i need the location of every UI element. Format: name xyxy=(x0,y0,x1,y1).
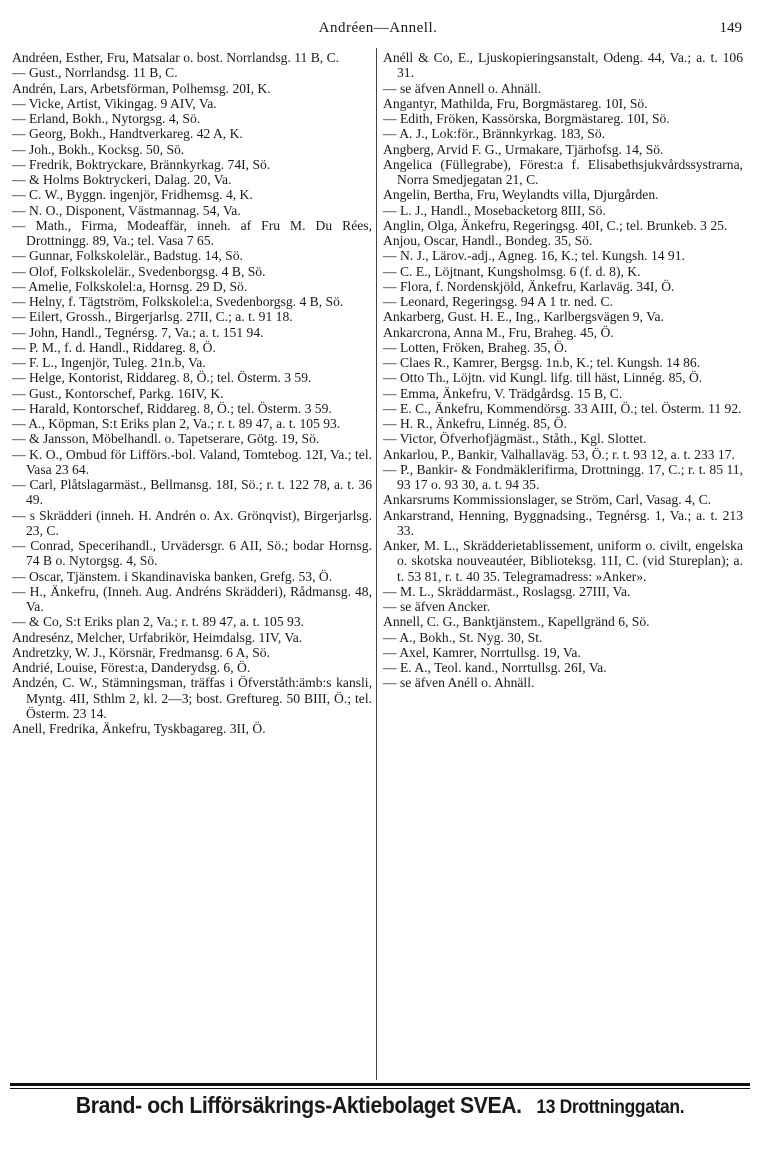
directory-entry: — E. A., Teol. kand., Norrtullsg. 26I, Va. xyxy=(383,660,607,675)
directory-entry: — Gust., Kontorschef, Parkg. 16IV, K. xyxy=(12,385,224,401)
directory-entry: — N. O., Disponent, Västmannag. 54, Va. xyxy=(12,202,241,218)
directory-entry: — M. L., Skräddarmäst., Roslagsg. 27III, Va. xyxy=(383,583,631,599)
directory-entry: Andretzky, W. J., Körsnär, Fredmansg. 6 A, Sö. xyxy=(12,644,270,660)
directory-entry: — L. J., Handl., Mosebacketorg 8III, Sö. xyxy=(383,202,606,218)
directory-entry: Andréen, Esther, Fru, Matsalar o. bost. Norrlandsg. 11 B, C. xyxy=(12,50,340,65)
directory-entry: — A., Bokh., St. Nyg. 30, St. xyxy=(383,629,543,645)
directory-entry: — Olof, Folkskolelär., Svedenborgsg. 4 B, Sö. xyxy=(12,263,266,279)
page-number: 149 xyxy=(719,20,742,36)
directory-entry: — Fredrik, Boktryckare, Brännkyrkag. 74I, Sö. xyxy=(12,156,271,172)
directory-entry: — Vicke, Artist, Vikingag. 9 AIV, Va. xyxy=(12,95,217,111)
directory-entry: Angberg, Arvid F. G., Urmakare, Tjärhofsg. 14, Sö. xyxy=(383,141,664,157)
footer-address: 13 Drottninggatan. xyxy=(536,1097,685,1118)
directory-entry: — Math., Firma, Modeaffär, inneh. af Fru M. Du Rées, Drottningg. 89, Va.; tel. Vasa 7 65. xyxy=(12,217,372,248)
directory-entry: Ankarberg, Gust. H. E., Ing., Karlbergsvägen 9, Va. xyxy=(383,309,664,325)
directory-entry: — Otto Th., Löjtn. vid Kungl. lifg. till häst, Linnég. 85, Ö. xyxy=(383,370,703,386)
directory-entry: — P., Bankir- & Fondmäklerifirma, Drottningg. 17, C.; r. t. 85 11, 93 17 o. 93 30, a. t. 94 35. xyxy=(383,461,743,492)
footer-rule-thin xyxy=(10,1088,750,1089)
directory-entry: Andrié, Louise, Förest:a, Danderydsg. 6, Ö. xyxy=(12,660,251,675)
left-column xyxy=(12,50,372,736)
directory-entry: — H., Änkefru, (Inneh. Aug. Andréns Skrädderi), Rådmansg. 48, Va. xyxy=(12,583,372,614)
directory-entry: — Gunnar, Folkskolelär., Badstug. 14, Sö. xyxy=(12,248,243,264)
directory-entry: — Joh., Bokh., Kocksg. 50, Sö. xyxy=(12,141,185,157)
directory-entry: — Georg, Bokh., Handtverkareg. 42 A, K. xyxy=(12,126,243,142)
directory-entry: — Gust., Norrlandsg. 11 B, C. xyxy=(12,65,178,81)
directory-entry: — H. R., Änkefru, Linnég. 85, Ö. xyxy=(383,416,567,431)
directory-entry: Anell, Fredrika, Änkefru, Tyskbagareg. 3II, Ö. xyxy=(12,721,266,736)
directory-entry: Annell, C. G., Banktjänstem., Kapellgränd 6, Sö. xyxy=(383,614,650,630)
directory-entry: — Leonard, Regeringsg. 94 A 1 tr. ned. C. xyxy=(383,294,613,309)
directory-entry: Angelin, Bertha, Fru, Weylandts villa, Djurgården. xyxy=(383,187,659,203)
directory-entry: — K. O., Ombud för Lifförs.-bol. Valand, Tomtebog. 12I, Va.; tel. Vasa 23 64. xyxy=(12,446,372,477)
directory-entry: — Emma, Änkefru, V. Trädgårdsg. 15 B, C. xyxy=(383,385,623,401)
directory-entry: Anglin, Olga, Änkefru, Regeringsg. 40I, C.; tel. Brunkeb. 3 25. xyxy=(383,217,728,233)
directory-entry: — & Co, S:t Eriks plan 2, Va.; r. t. 89 47, a. t. 105 93. xyxy=(12,614,305,630)
directory-entry: Ankarcrona, Anna M., Fru, Braheg. 45, Ö. xyxy=(383,324,614,340)
directory-entry: Anéll & Co, E., Ljuskopieringsanstalt, Odeng. 44, Va.; a. t. 106 31. xyxy=(383,50,743,81)
directory-entry: — C. W., Byggn. ingenjör, Fridhemsg. 4, K. xyxy=(12,187,253,203)
directory-entry: — Oscar, Tjänstem. i Skandinaviska banken, Grefg. 53, Ö. xyxy=(12,568,333,584)
directory-entry: — se äfven Annell o. Ahnäll. xyxy=(383,80,542,96)
footer-company: Brand- och Lifförsäkrings-Aktiebolaget SVEA. xyxy=(75,1092,522,1118)
directory-entry: — se äfven Anéll o. Ahnäll. xyxy=(383,675,535,691)
directory-entry: — Axel, Kamrer, Norrtullsg. 19, Va. xyxy=(383,644,581,660)
directory-entry: — C. E., Löjtnant, Kungsholmsg. 6 (f. d. 8), K. xyxy=(383,263,641,279)
directory-entry: Andresénz, Melcher, Urfabrikör, Heimdalsg. 1IV, Va. xyxy=(12,629,303,645)
directory-entry: Anker, M. L., Skrädderietablissement, uniform o. civilt, engelska o. skotska nouveautéer, Biblioteksg. 11I, C. (vid Stureplan); a. t. 53 81, r. t. 40 35. Telegramadress: »Anker». xyxy=(383,538,743,584)
footer-advertisement xyxy=(40,1092,721,1119)
directory-entry: — E. C., Änkefru, Kommendörsg. 33 AIII, Ö.; tel. Österm. 11 92. xyxy=(383,400,742,416)
page-header xyxy=(14,20,742,46)
directory-entry: — P. M., f. d. Handl., Riddareg. 8, Ö. xyxy=(12,339,216,355)
directory-entry: Andrén, Lars, Arbetsförman, Polhemsg. 20I, K. xyxy=(12,80,271,96)
directory-entry: — & Jansson, Möbelhandl. o. Tapetserare, Götg. 19, Sö. xyxy=(12,431,320,447)
directory-entry: — A. J., Lok:för., Brännkyrkag. 183, Sö. xyxy=(383,126,606,142)
directory-entry: — Claes R., Kamrer, Bergsg. 1n.b, K.; tel. Kungsh. 14 86. xyxy=(383,355,701,370)
right-column xyxy=(383,50,743,691)
directory-entry: — Edith, Fröken, Kassörska, Borgmästareg. 10I, Sö. xyxy=(383,111,670,126)
directory-entry: Angelica (Füllegrabe), Förest:a f. Elisabethsjukvårdssystrarna, Norra Smedjegatan 21, C. xyxy=(383,156,743,187)
directory-entry: — Helge, Kontorist, Riddareg. 8, Ö.; tel. Österm. 3 59. xyxy=(12,370,312,386)
directory-entry: — Victor, Öfverhofjägmäst., Ståth., Kgl. Slottet. xyxy=(383,431,647,447)
directory-entry: — Eilert, Grossh., Birgerjarlsg. 27II, C.; a. t. 91 18. xyxy=(12,309,293,325)
directory-entry: — Conrad, Specerihandl., Urvädersgr. 6 AII, Sö.; bodar Hornsg. 74 B o. Nytorgsg. 4, Sö. xyxy=(12,538,372,569)
directory-entry: — Lotten, Fröken, Braheg. 35, Ö. xyxy=(383,339,568,355)
running-title: Andréen—Annell. xyxy=(318,20,438,36)
directory-entry: — Amelie, Folkskolel:a, Hornsg. 29 D, Sö. xyxy=(12,278,248,294)
directory-entry: — Flora, f. Nordenskjöld, Änkefru, Karlaväg. 34I, Ö. xyxy=(383,278,675,294)
directory-entry: — Carl, Plåtslagarmäst., Bellmansg. 18I, Sö.; r. t. 122 78, a. t. 36 49. xyxy=(12,477,372,508)
directory-entry: — & Holms Boktryckeri, Dalag. 20, Va. xyxy=(12,172,232,187)
directory-entry: — Helny, f. Tägtström, Folkskolel:a, Svedenborgsg. 4 B, Sö. xyxy=(12,294,344,309)
directory-entry: Ankarsrums Kommissionslager, se Ström, Carl, Vasag. 4, C. xyxy=(383,492,712,508)
footer-rule-thick xyxy=(10,1083,750,1086)
directory-entry: — F. L., Ingenjör, Tuleg. 21n.b, Va. xyxy=(12,355,206,370)
directory-entry: — A., Köpman, S:t Eriks plan 2, Va.; r. t. 89 47, a. t. 105 93. xyxy=(12,416,341,431)
directory-entry: — s Skrädderi (inneh. H. Andrén o. Ax. Grönqvist), Birgerjarlsg. 23, C. xyxy=(12,507,372,538)
directory-entry: Anjou, Oscar, Handl., Bondeg. 35, Sö. xyxy=(383,233,593,248)
directory-entry: — N. J., Lärov.-adj., Agneg. 16, K.; tel. Kungsh. 14 91. xyxy=(383,248,685,264)
directory-entry: — John, Handl., Tegnérsg. 7, Va.; a. t. 151 94. xyxy=(12,324,264,340)
directory-entry: Angantyr, Mathilda, Fru, Borgmästareg. 10I, Sö. xyxy=(383,95,648,111)
directory-entry: Andzén, C. W., Stämningsman, träffas i Öfverståth:ämb:s kansli, Myntg. 4II, Sthlm 2, kl. 2—3; bost. Greftureg. 50 BIII, Ö.; tel. Österm. 23 14. xyxy=(12,675,372,721)
directory-entry: — se äfven Ancker. xyxy=(383,599,491,614)
directory-entry: Ankarstrand, Henning, Byggnadsing., Tegnérsg. 1, Va.; a. t. 213 33. xyxy=(383,507,743,538)
directory-entry: — Erland, Bokh., Nytorgsg. 4, Sö. xyxy=(12,111,201,126)
directory-entry: Ankarlou, P., Bankir, Valhallaväg. 53, Ö.; r. t. 93 12, a. t. 233 17. xyxy=(383,446,735,462)
directory-entry: — Harald, Kontorschef, Riddareg. 8, Ö.; tel. Österm. 3 59. xyxy=(12,400,332,416)
column-divider xyxy=(376,48,377,1080)
